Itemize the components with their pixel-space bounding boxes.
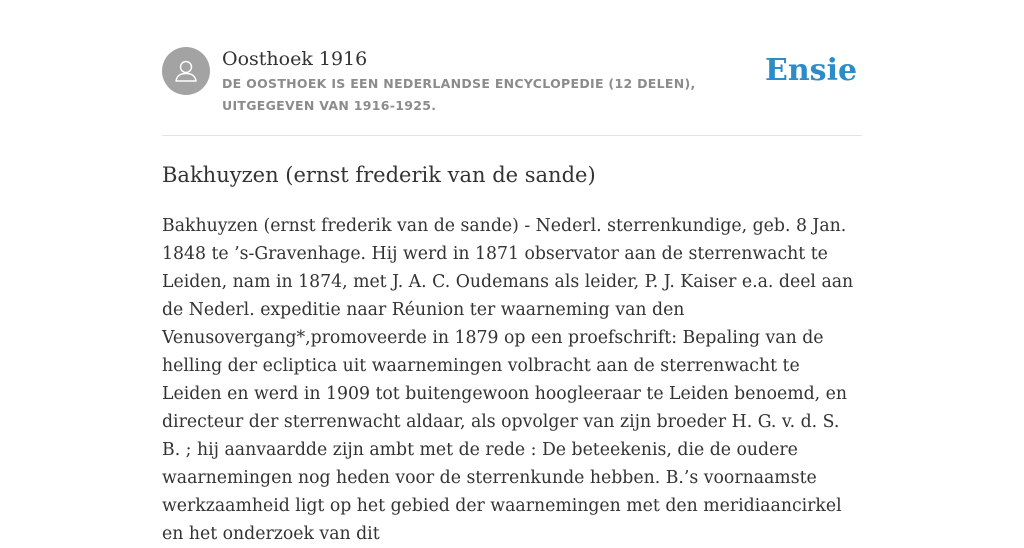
source-description: DE OOSTHOEK IS EEN NEDERLANDSE ENCYCLOPEDIE (12 DELEN), UITGEGEVEN VAN 1916-1925. (222, 76, 696, 113)
user-icon (171, 56, 201, 86)
source-name[interactable]: Oosthoek 1916 (222, 48, 368, 70)
source-header (162, 47, 862, 117)
divider (162, 135, 862, 136)
avatar[interactable] (162, 47, 210, 95)
article-body: Bakhuyzen (ernst frederik van de sande) - Nederl. sterrenkundige, geb. 8 Jan. 1848 te ’s-Gravenhage. Hij werd in 1871 observator aan de sterrenwacht te Leiden, nam in 1874, met J. A. C. Oudemans als leider, P. J. Kaiser e.a. deel aan de Nederl. expeditie naar Réunion ter waarneming van den Venusovergang*,promoveerde in 1879 op een proefschrift: Bepaling van de helling der ecliptica uit waarnemingen volbracht aan de sterrenwacht te Leiden en werd in 1909 tot buitengewoon hoogleeraar te Leiden benoemd, en directeur der sterrenwacht aldaar, als opvolger van zijn broeder H. G. v. d. S. B. ; hij aanvaardde zijn ambt met de rede : De beteekenis, die de oudere waarnemingen nog heden voor de sterrenkunde hebben. B.’s voornaamste werkzaamheid ligt op het gebied der waarnemingen met den meridiaancirkel en het onderzoek van dit (162, 216, 854, 544)
ensie-logo[interactable]: Ensie (765, 53, 858, 88)
article-title: Bakhuyzen (ernst frederik van de sande) (162, 163, 596, 187)
